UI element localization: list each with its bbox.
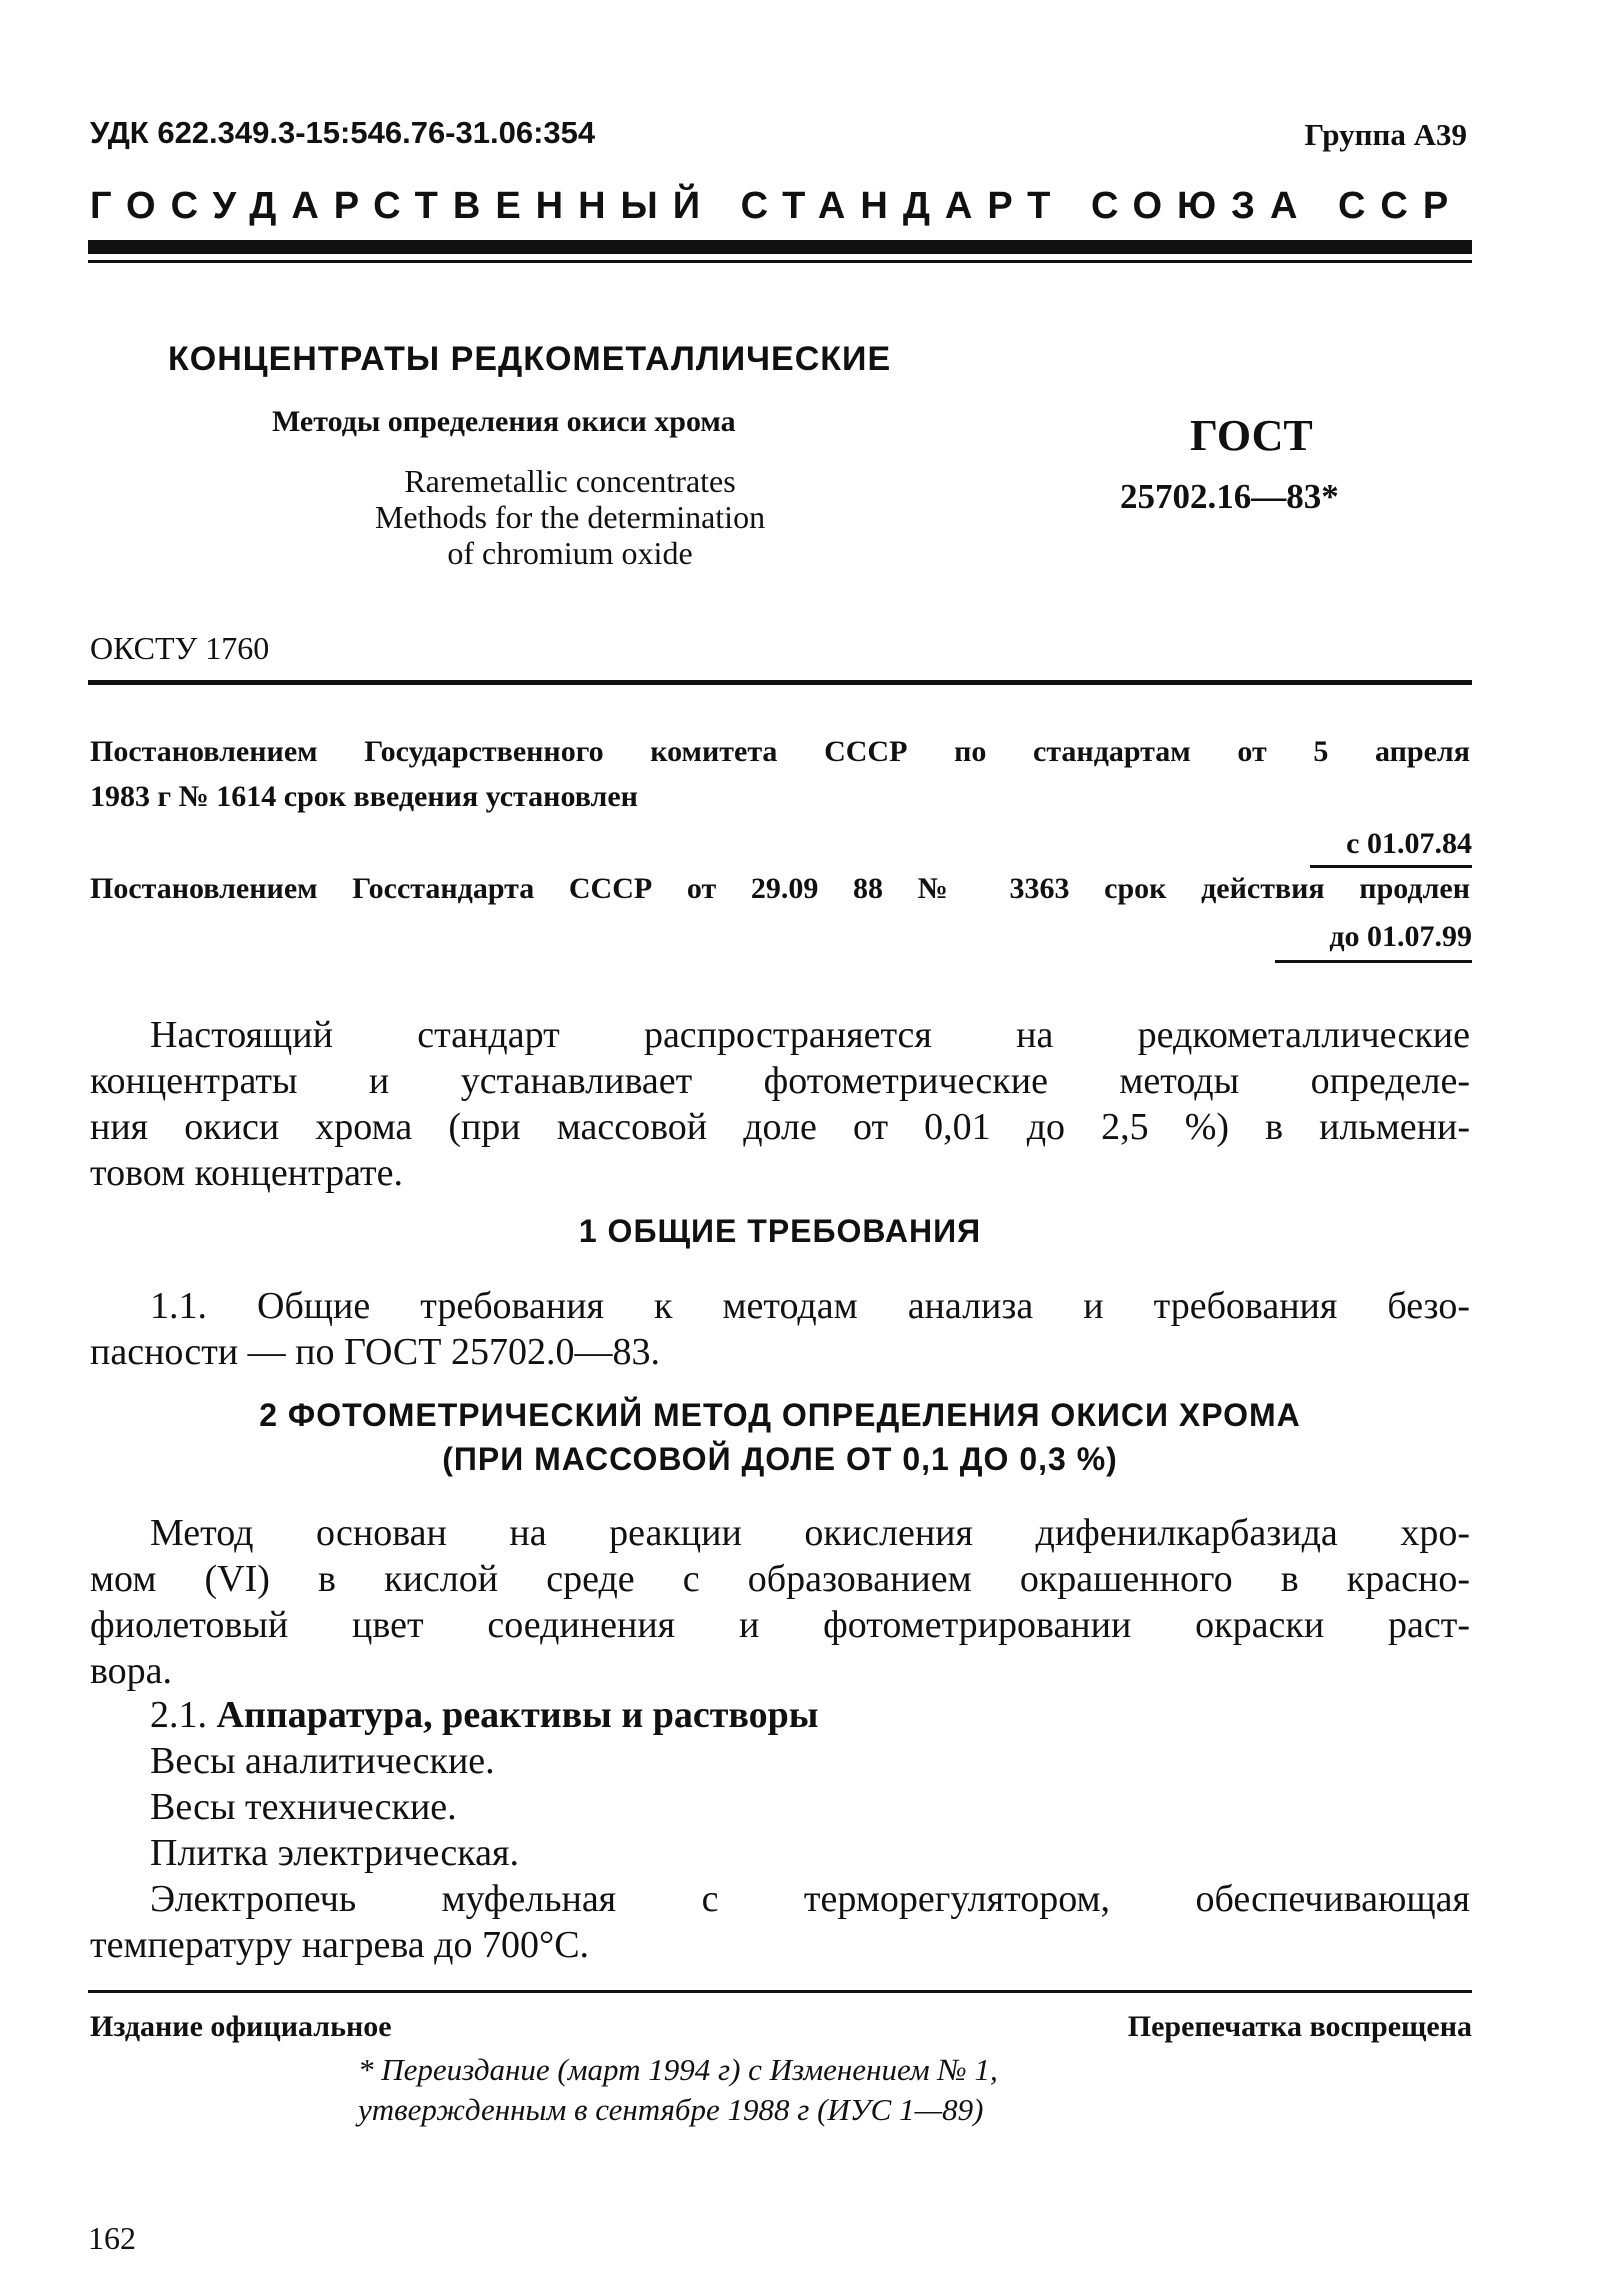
- udk-code: УДК 622.349.3-15:546.76-31.06:354: [90, 115, 596, 150]
- page-number: 162: [88, 2220, 136, 2256]
- date-underline: [1310, 865, 1472, 868]
- gost-label: ГОСТ: [1190, 411, 1313, 460]
- section-2-heading-cont: (ПРИ МАССОВОЙ ДОЛЕ ОТ 0,1 ДО 0,3 %): [442, 1441, 1118, 1477]
- subsection-number: 2.1.: [150, 1694, 207, 1736]
- footnote-line: * Переиздание (март 1994 г) с Изменением № 1,: [358, 2052, 998, 2087]
- decree-line: 1983 г № 1614 срок введения установлен: [90, 780, 638, 813]
- header-thick-divider: [88, 240, 1472, 254]
- official-edition-label: Издание официальное: [90, 2010, 392, 2043]
- equipment-item: Весы технические.: [150, 1786, 457, 1828]
- gost-number: 25702.16—83*: [1120, 477, 1339, 516]
- okstu-code: ОКСТУ 1760: [90, 630, 270, 666]
- group-code: Группа А39: [1304, 117, 1467, 152]
- equipment-item: Весы аналитические.: [150, 1740, 495, 1782]
- reprint-prohibited-label: Перепечатка воспрещена: [1127, 2010, 1472, 2043]
- extension-decree-line: Постановлением Госстандарта СССР от 29.09 88 № 3363 срок действия продлен: [90, 872, 1470, 905]
- intro-paragraph-line: ния окиси хрома (при массовой доле от 0,01 до 2,5 %) в ильмени-: [90, 1106, 1470, 1148]
- method-paragraph-line: Метод основан на реакции окисления дифенилкарбазида хро-: [150, 1512, 1470, 1554]
- section-1-text-line: пасности — по ГОСТ 25702.0—83.: [90, 1331, 660, 1373]
- intro-paragraph-line: товом концентрате.: [90, 1152, 403, 1194]
- introduction-date: с 01.07.84: [1346, 827, 1472, 860]
- footnote-line: утвержденным в сентябре 1988 г (ИУС 1—89): [358, 2092, 984, 2127]
- footer-divider: [88, 1990, 1472, 1993]
- intro-paragraph-line: Настоящий стандарт распространяется на редкометаллические: [150, 1014, 1470, 1056]
- english-title-line: of chromium oxide: [447, 535, 693, 571]
- method-paragraph-line: фиолетовый цвет соединения и фотометрировании окраски раст-: [90, 1604, 1470, 1646]
- english-title-line: Methods for the determination: [374, 499, 766, 535]
- intro-paragraph-line: концентраты и устанавливает фотометрические методы определе-: [90, 1060, 1470, 1102]
- equipment-item: Плитка электрическая.: [150, 1832, 519, 1874]
- equipment-item: Электропечь муфельная с терморегулятором, обеспечивающая: [150, 1878, 1470, 1920]
- method-paragraph-line: мом (VI) в кислой среде с образованием окрашенного в красно-: [90, 1558, 1470, 1600]
- method-paragraph-line: вора.: [90, 1650, 173, 1692]
- english-title-line: Raremetallic concentrates: [404, 463, 736, 499]
- header-thin-divider: [88, 260, 1472, 263]
- extension-date: до 01.07.99: [1329, 920, 1472, 953]
- decree-line: Постановлением Государственного комитета СССР по стандартам от 5 апреля: [90, 735, 1470, 768]
- section-2-heading: 2 ФОТОМЕТРИЧЕСКИЙ МЕТОД ОПРЕДЕЛЕНИЯ ОКИСИ ХРОМА: [259, 1397, 1301, 1433]
- equipment-item-cont: температуру нагрева до 700°С.: [90, 1924, 590, 1966]
- okstu-divider: [88, 680, 1472, 685]
- section-1-text-line: 1.1. Общие требования к методам анализа и требования безо-: [150, 1285, 1470, 1327]
- subsection-title: Аппаратура, реактивы и растворы: [216, 1694, 819, 1736]
- document-title: КОНЦЕНТРАТЫ РЕДКОМЕТАЛЛИЧЕСКИЕ: [168, 340, 892, 378]
- subsection-heading: [150, 1692, 818, 1738]
- date-underline: [1275, 960, 1472, 963]
- section-1-heading: 1 ОБЩИЕ ТРЕБОВАНИЯ: [578, 1213, 982, 1249]
- state-standard-heading: ГОСУДАРСТВЕННЫЙ СТАНДАРТ СОЮЗА ССР: [90, 185, 1464, 227]
- document-subtitle: Методы определения окиси хрома: [272, 405, 736, 438]
